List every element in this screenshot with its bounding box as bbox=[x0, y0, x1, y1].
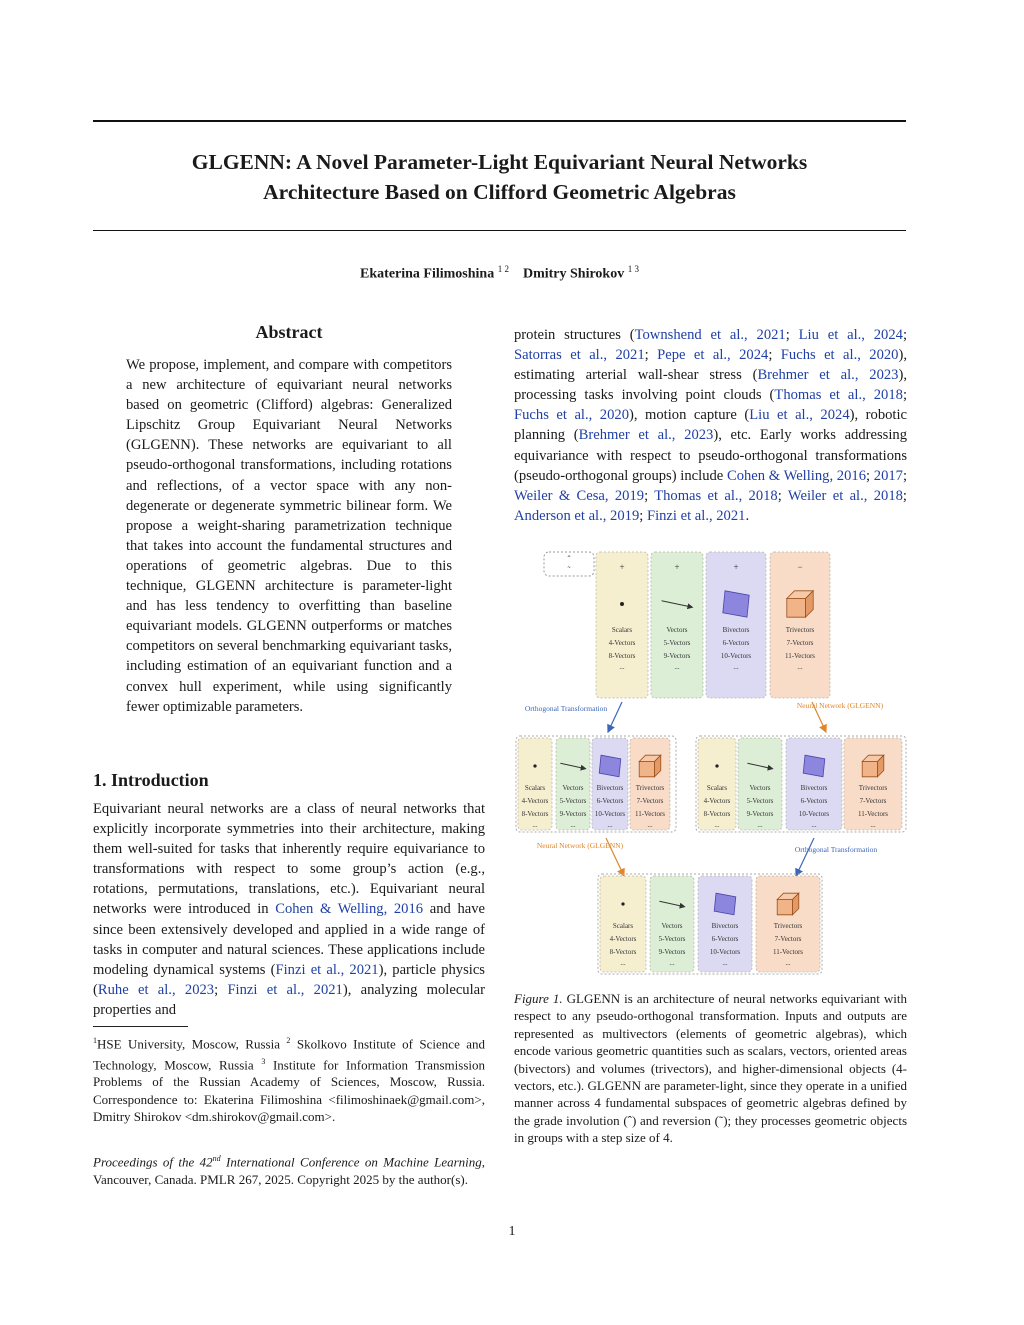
top-sign-mark: + bbox=[733, 562, 739, 572]
top-grade-label: Trivectors bbox=[785, 626, 815, 634]
figure-caption-text: GLGENN is an architecture of neural networks equivariant with respect to any pseudo-orthogonal transformation. Inputs and outputs are represented as multivectors (elements of geometric algebras), which encode various geometric quantities such as scalars, vectors, oriented areas (bivectors) and volumes (trivectors), and higher-dimensional objects (4-vectors, etc.). GLGENN are parameter-light, since they operate in a unified manner across 4 fundamental subspaces of geometric algebras defined by the grade involution (ˆ) and reversion (˜); they processes geometric objects in groups with a step size of 4. bbox=[514, 991, 907, 1146]
separator: ; bbox=[639, 507, 647, 524]
citation-link[interactable]: Thomas et al., 2018 bbox=[774, 387, 903, 404]
paper-title bbox=[93, 147, 906, 207]
bottom-grade-label: 9-Vectors bbox=[658, 948, 686, 956]
citation-link[interactable]: Thomas et al., 2018 bbox=[654, 487, 778, 504]
proceedings-conference: International Conference on Machine Learning bbox=[226, 1154, 482, 1170]
orthogonal-label-right: Orthogonal Transformation bbox=[794, 845, 878, 854]
top-grade-label: 10-Vectors bbox=[720, 652, 752, 660]
reversion-mark: ˜ bbox=[567, 565, 571, 575]
top-bivector-plane-icon bbox=[723, 591, 749, 617]
mid-right-grade-label: 11-Vectors bbox=[857, 810, 889, 818]
top-group-panel bbox=[706, 552, 766, 698]
bottom-scalar-dot-icon bbox=[621, 902, 624, 905]
mid-left-grade-label: Scalars bbox=[524, 784, 546, 792]
top-grade-label: Bivectors bbox=[722, 626, 750, 634]
citation-link[interactable]: Pepe et al., 2024 bbox=[657, 347, 769, 364]
separator: ; bbox=[902, 327, 907, 343]
affiliation-3: Institute for Information Transmission Problems of the Russian Academy of Sciences, Moscow, Russia. bbox=[93, 1057, 486, 1090]
top-grade-label: Vectors bbox=[666, 626, 688, 634]
mid-left-grade-label: 5-Vectors bbox=[559, 797, 587, 805]
proceedings-ordinal: nd bbox=[212, 1154, 221, 1163]
mid-left-trivector-cube-icon bbox=[639, 762, 654, 777]
citation-link[interactable]: Liu et al., 2024 bbox=[749, 407, 850, 424]
figure-1-caption bbox=[514, 990, 907, 1147]
proceedings-venue: Proceedings of the bbox=[93, 1154, 195, 1170]
citation-link[interactable]: Weiler et al., 2018 bbox=[787, 487, 903, 504]
separator: ; bbox=[644, 347, 658, 364]
affiliations-footnote: $^1$HSE University, Moscow, Russia $^2$ Skolkovo Institute of Science and Technology, Moscow, Russia $^3$ Institute for Information Transmission Problems of the Russian Academy of Sciences, Moscow, Russia. Correspondence to: Ekaterina Filimoshina <filimoshinaek@gmail.com>, Dmitry Shirokov <dm.shirokov@gmail.com>. bbox=[93, 1036, 486, 1125]
body-text: ), motion capture ( bbox=[629, 407, 750, 424]
mid-right-grade-label: Vectors bbox=[749, 784, 771, 792]
mid-left-grade-label: 10-Vectors bbox=[594, 810, 626, 818]
mid-left-grade-label: Trivectors bbox=[635, 784, 665, 792]
top-group-panel bbox=[596, 552, 648, 698]
bottom-grade-label: Vectors bbox=[661, 922, 683, 930]
top-ellipsis: ... bbox=[733, 663, 739, 671]
neural-network-label-left: Neural Network (GLGENN) bbox=[536, 841, 624, 850]
mid-left-grade-label: 4-Vectors bbox=[521, 797, 549, 805]
citation-link[interactable]: Ruhe et al., 2023 bbox=[97, 981, 215, 998]
intro-text: ; bbox=[214, 981, 228, 998]
mid-right-grade-label: Scalars bbox=[706, 784, 728, 792]
bottom-grade-label: 6-Vectors bbox=[711, 935, 739, 943]
bottom-grade-label: 8-Vectors bbox=[609, 948, 637, 956]
top-group-panel bbox=[770, 552, 830, 698]
intro-text: Equivariant neural networks are a class of neural networks that explicitly incorporate symmetries into their architecture, making them well-suited for tasks that inherently require equivariance to transformations with respect to some group’s action (e.g., rotations, permutations, translations, etc.). Equivariant neural networks were introduced in bbox=[93, 801, 485, 918]
citation-link[interactable]: Finzi et al., 2021 bbox=[227, 981, 343, 998]
mid-right-grade-label: 7-Vectors bbox=[859, 797, 887, 805]
separator: ; bbox=[866, 467, 874, 484]
intro-heading: 1. Introduction bbox=[93, 770, 209, 790]
abstract-text: We propose, implement, and compare with competitors a new architecture of equivariant neural networks based on geometric (Clifford) algebras: Generalized Lipschitz Group Equivariant Neural Networks (GLGENN). These networks are equivariant to all pseudo-orthogonal transformations, including rotations and reflections, of a vector space with any non-degenerate or degenerate symmetric bilinear form. We propose a weight-sharing parametrization technique that takes into account the fundamental structures and operations of geometric algebras. Due to this technique, GLGENN architecture is parameter-light and has less tendency to overfitting than baseline equivariant models. GLGENN outperforms or matches competitors on several benchmarking equivariant tasks, including estimation of an equivariant function and a convex hull experiment, while using significantly fewer optimizable parameters. bbox=[126, 357, 452, 715]
top-rule bbox=[93, 120, 906, 122]
title-line-1: GLGENN: A Novel Parameter-Light Equivariant Neural Networks bbox=[191, 150, 808, 174]
intro-paragraph bbox=[93, 799, 485, 1020]
mid-right-grade-label: 5-Vectors bbox=[746, 797, 774, 805]
citation-link[interactable]: Fuchs et al., 2020 bbox=[780, 347, 899, 364]
mid-left-ellipsis: ... bbox=[607, 821, 613, 829]
bottom-trivector-cube-icon bbox=[777, 900, 792, 915]
author-2: Dmitry Shirokov bbox=[522, 266, 625, 282]
right-column-paragraph bbox=[514, 325, 907, 526]
top-sign-mark: + bbox=[674, 562, 680, 572]
mid-left-grade-label: 11-Vectors bbox=[634, 810, 666, 818]
mid-left-grade-label: 9-Vectors bbox=[559, 810, 587, 818]
author-list bbox=[93, 264, 906, 283]
body-text: ), etc. Early works addressing equivariance with respect to pseudo-orthogonal transformations (pseudo-orthogonal groups) include bbox=[514, 427, 907, 484]
citation-link[interactable]: Satorras et al., 2021 bbox=[514, 347, 645, 364]
separator: ; bbox=[644, 487, 655, 504]
citation-link[interactable]: Liu et al., 2024 bbox=[798, 327, 903, 343]
top-grade-label: 6-Vectors bbox=[722, 639, 750, 647]
grade-involution-mark: ˆ bbox=[567, 554, 571, 564]
separator: ; bbox=[785, 327, 799, 343]
mid-right-grade-label: Bivectors bbox=[800, 784, 828, 792]
mid-left-scalar-dot-icon bbox=[533, 764, 536, 767]
mid-right-ellipsis: ... bbox=[870, 821, 876, 829]
affiliation-2: Skolkovo Institute of Science and Technology, Moscow, Russia bbox=[93, 1036, 486, 1073]
top-group-panel bbox=[651, 552, 703, 698]
citation-link[interactable]: Cohen & Welling, 2016 bbox=[726, 467, 866, 484]
author-1: Ekaterina Filimoshina bbox=[360, 266, 495, 282]
citation-link[interactable]: Fuchs et al., 2020 bbox=[514, 407, 629, 424]
bottom-grade-label: Trivectors bbox=[773, 922, 803, 930]
bottom-bivector-plane-icon bbox=[714, 893, 736, 915]
bottom-ellipsis: ... bbox=[785, 959, 791, 967]
top-grade-label: 4-Vectors bbox=[608, 639, 636, 647]
proceedings-details: , Vancouver, Canada. PMLR 267, 2025. Copyright 2025 by the author(s). bbox=[93, 1154, 486, 1187]
correspondence: Correspondence to: Ekaterina Filimoshina <filimoshinaek@gmail.com>, Dmitry Shirokov <dm.shirokov@gmail.com>. bbox=[93, 1091, 485, 1125]
abstract-heading: Abstract bbox=[255, 322, 323, 342]
citation-link[interactable]: Cohen & Welling, 2016 bbox=[275, 901, 424, 918]
mid-right-grade-label: 9-Vectors bbox=[746, 810, 774, 818]
abstract-body bbox=[126, 355, 452, 717]
top-grade-label: 7-Vectors bbox=[786, 639, 814, 647]
mid-left-ellipsis: ... bbox=[532, 821, 538, 829]
top-trivector-cube-icon bbox=[787, 599, 806, 618]
proceedings-number: 42 bbox=[199, 1154, 213, 1170]
author-2-affiliations: 1 3 bbox=[627, 264, 639, 274]
title-bottom-rule bbox=[93, 230, 906, 231]
bottom-ellipsis: ... bbox=[669, 959, 675, 967]
bottom-ellipsis: ... bbox=[620, 959, 626, 967]
citation-link[interactable]: Finzi et al., 2021 bbox=[275, 961, 379, 978]
body-text: ), robotic planning ( bbox=[514, 407, 907, 444]
intro-text: ), particle physics ( bbox=[93, 961, 485, 998]
citation-link[interactable]: Anderson et al., 2019 bbox=[514, 507, 640, 524]
title-line-2: Architecture Based on Clifford Geometric Algebras bbox=[263, 180, 736, 204]
figure-1-diagram bbox=[514, 548, 910, 980]
orthogonal-arrow-right bbox=[796, 838, 814, 876]
bottom-grade-label: 10-Vectors bbox=[709, 948, 741, 956]
mid-right-grade-label: 4-Vectors bbox=[703, 797, 731, 805]
top-grade-label: 11-Vectors bbox=[784, 652, 816, 660]
citation-link[interactable]: Townshend et al., 2021 bbox=[634, 327, 786, 343]
body-text: ), processing tasks involving point clouds ( bbox=[514, 367, 907, 404]
citation-link[interactable]: Finzi et al., 2021 bbox=[646, 507, 746, 524]
mid-right-grade-label: Trivectors bbox=[858, 784, 888, 792]
intro-text: and have since been extensively developed and applied in a wide range of tasks in computer and natural sciences. These applications include modeling dynamical systems ( bbox=[93, 901, 485, 978]
mid-left-grade-label: Bivectors bbox=[596, 784, 624, 792]
mid-left-grade-label: Vectors bbox=[562, 784, 584, 792]
orthogonal-arrow-left bbox=[608, 702, 622, 732]
separator: ; bbox=[768, 347, 781, 364]
mid-right-grade-label: 6-Vectors bbox=[800, 797, 828, 805]
affiliation-1: HSE University, Moscow, Russia bbox=[97, 1036, 280, 1052]
body-text: protein structures ( bbox=[514, 327, 635, 343]
top-ellipsis: ... bbox=[674, 663, 680, 671]
mid-right-ellipsis: ... bbox=[714, 821, 720, 829]
proceedings-note bbox=[93, 1150, 485, 1188]
top-ellipsis: ... bbox=[797, 663, 803, 671]
mid-left-bivector-plane-icon bbox=[599, 755, 621, 777]
mid-right-grade-label: 10-Vectors bbox=[798, 810, 830, 818]
bottom-grade-label: 11-Vectors bbox=[772, 948, 804, 956]
citation-link[interactable]: Brehmer et al., 2023 bbox=[578, 427, 714, 444]
mid-left-ellipsis: ... bbox=[570, 821, 576, 829]
mid-right-scalar-dot-icon bbox=[715, 764, 718, 767]
top-sign-mark: + bbox=[619, 562, 625, 572]
page-number: 1 bbox=[508, 1224, 516, 1239]
mid-left-grade-label: 7-Vectors bbox=[636, 797, 664, 805]
top-scalar-dot-icon bbox=[620, 602, 624, 606]
top-grade-label: Scalars bbox=[611, 626, 633, 634]
top-sign-mark: − bbox=[797, 562, 803, 572]
mid-right-ellipsis: ... bbox=[757, 821, 763, 829]
bottom-grade-label: Scalars bbox=[612, 922, 634, 930]
mid-right-grade-label: 8-Vectors bbox=[703, 810, 731, 818]
neural-network-label-right: Neural Network (GLGENN) bbox=[796, 701, 884, 710]
mid-right-bivector-plane-icon bbox=[803, 755, 825, 777]
body-text: ), estimating arterial wall-shear stress ( bbox=[514, 347, 907, 384]
mid-left-ellipsis: ... bbox=[647, 821, 653, 829]
mid-right-ellipsis: ... bbox=[811, 821, 817, 829]
bottom-grade-label: 4-Vectors bbox=[609, 935, 637, 943]
citation-link[interactable]: Brehmer et al., 2023 bbox=[757, 367, 899, 384]
bottom-grade-label: 7-Vectors bbox=[774, 935, 802, 943]
footnote-rule bbox=[93, 1026, 188, 1027]
bottom-grade-label: 5-Vectors bbox=[658, 935, 686, 943]
separator: ; bbox=[777, 487, 788, 504]
top-grade-label: 9-Vectors bbox=[663, 652, 691, 660]
citation-link[interactable]: 2017 bbox=[873, 467, 903, 484]
bottom-grade-label: Bivectors bbox=[711, 922, 739, 930]
separator: ; bbox=[902, 487, 907, 504]
top-grade-label: 5-Vectors bbox=[663, 639, 691, 647]
separator: ; bbox=[902, 387, 907, 404]
orthogonal-label-left: Orthogonal Transformation bbox=[524, 704, 608, 713]
separator: . bbox=[745, 507, 750, 524]
figure-label: Figure 1. bbox=[514, 991, 563, 1006]
top-ellipsis: ... bbox=[619, 663, 625, 671]
top-grade-label: 8-Vectors bbox=[608, 652, 636, 660]
intro-text: ), analyzing molecular properties and bbox=[93, 981, 485, 1018]
mid-right-trivector-cube-icon bbox=[862, 762, 877, 777]
bottom-ellipsis: ... bbox=[722, 959, 728, 967]
separator: ; bbox=[902, 467, 908, 484]
author-1-affiliations: 1 2 bbox=[497, 264, 509, 274]
citation-link[interactable]: Weiler & Cesa, 2019 bbox=[514, 487, 645, 504]
mid-left-grade-label: 8-Vectors bbox=[521, 810, 549, 818]
mid-left-grade-label: 6-Vectors bbox=[596, 797, 624, 805]
